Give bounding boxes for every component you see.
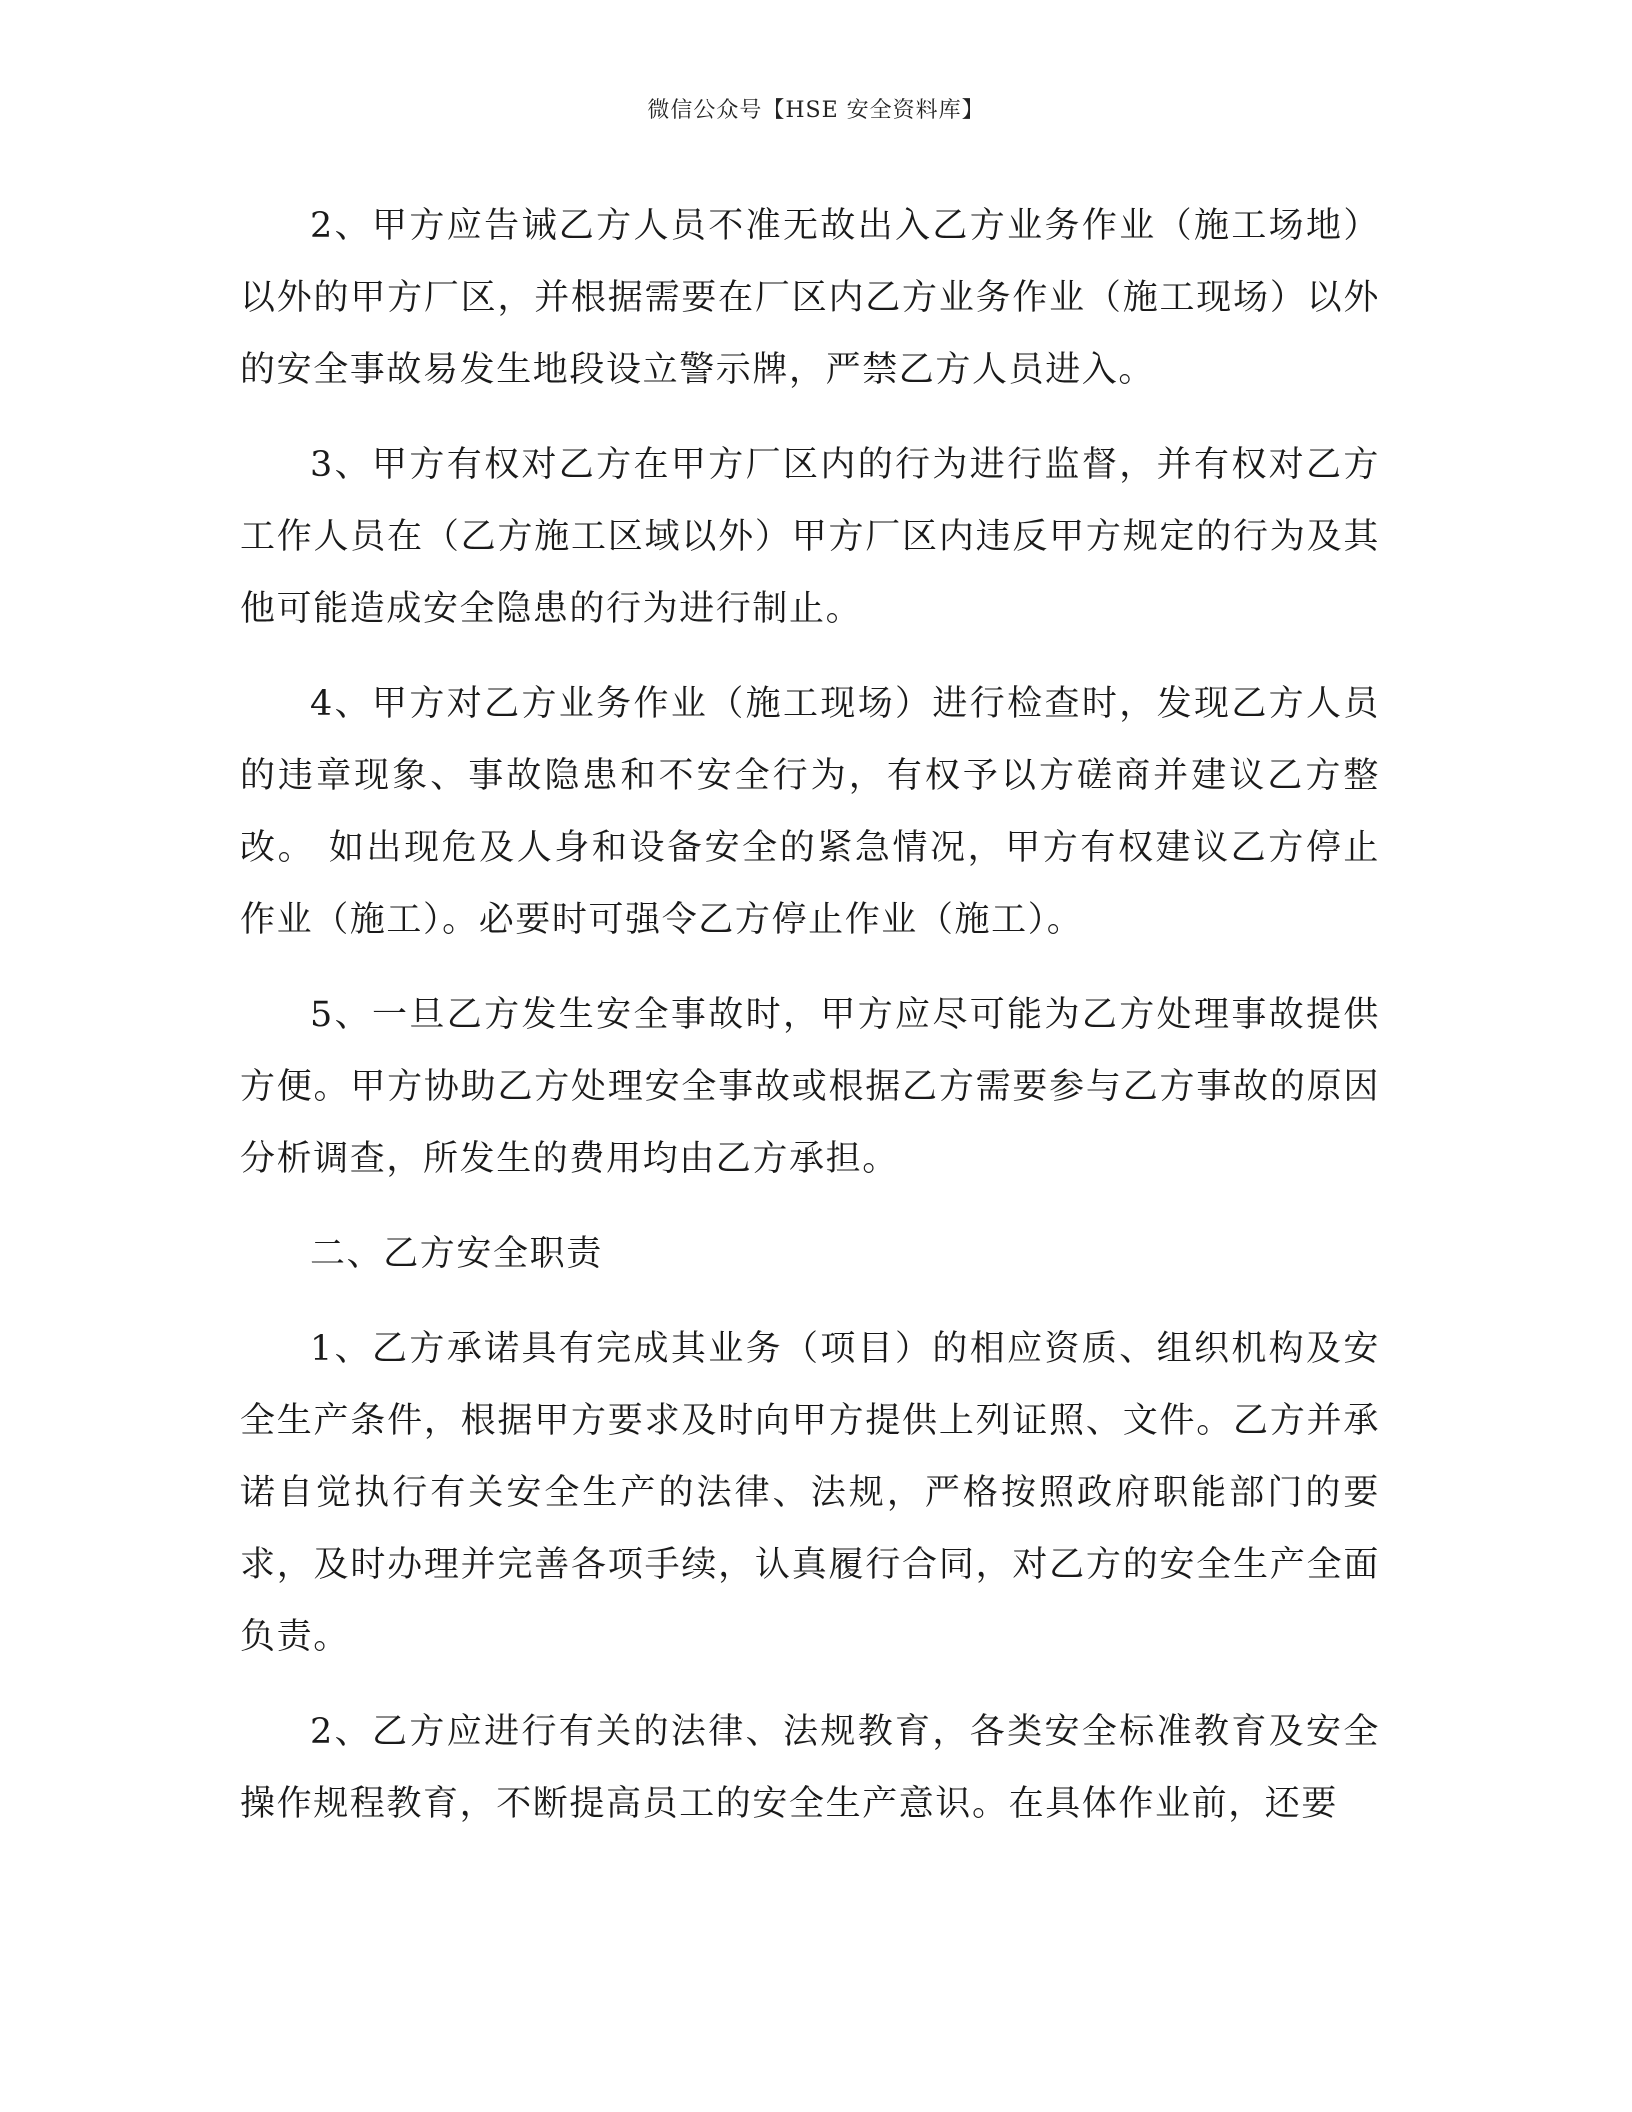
page-header: 微信公众号【HSE 安全资料库】 <box>647 98 985 123</box>
document-body <box>240 190 1380 1863</box>
paragraph-a5: 5、一旦乙方发生安全事故时，甲方应尽可能为乙方处理事故提供方便。甲方协助乙方处理安全事故或根据乙方需要参与乙方事故的原因分析调查，所发生的费用均由乙方承担。 <box>240 995 1380 1179</box>
paragraph-a4: 4、甲方对乙方业务作业（施工现场）进行检查时，发现乙方人员的违章现象、事故隐患和不安全行为，有权予以方磋商并建议乙方整改。 如出现危及人身和设备安全的紧急情况，甲方有权建议乙方停止作业（施工）。必要时可强令乙方停止作业（施工）。 <box>240 684 1380 940</box>
section-heading-b: 二、乙方安全职责 <box>310 1234 603 1274</box>
paragraph-b1: 1、乙方承诺具有完成其业务（项目）的相应资质、组织机构及安全生产条件，根据甲方要求及时向甲方提供上列证照、文件。乙方并承诺自觉执行有关安全生产的法律、法规，严格按照政府职能部门的要求，及时办理并完善各项手续，认真履行合同，对乙方的安全生产全面负责。 <box>240 1329 1380 1657</box>
paragraph-a2: 2、甲方应告诫乙方人员不准无故出入乙方业务作业（施工场地）以外的甲方厂区，并根据需要在厂区内乙方业务作业（施工现场）以外的安全事故易发生地段设立警示牌，严禁乙方人员进入。 <box>240 206 1380 390</box>
paragraph-b2: 2、乙方应进行有关的法律、法规教育，各类安全标准教育及安全操作规程教育，不断提高员工的安全生产意识。在具体作业前，还要 <box>240 1712 1380 1824</box>
paragraph-a3: 3、甲方有权对乙方在甲方厂区内的行为进行监督，并有权对乙方工作人员在（乙方施工区域以外）甲方厂区内违反甲方规定的行为及其他可能造成安全隐患的行为进行制止。 <box>240 445 1380 629</box>
